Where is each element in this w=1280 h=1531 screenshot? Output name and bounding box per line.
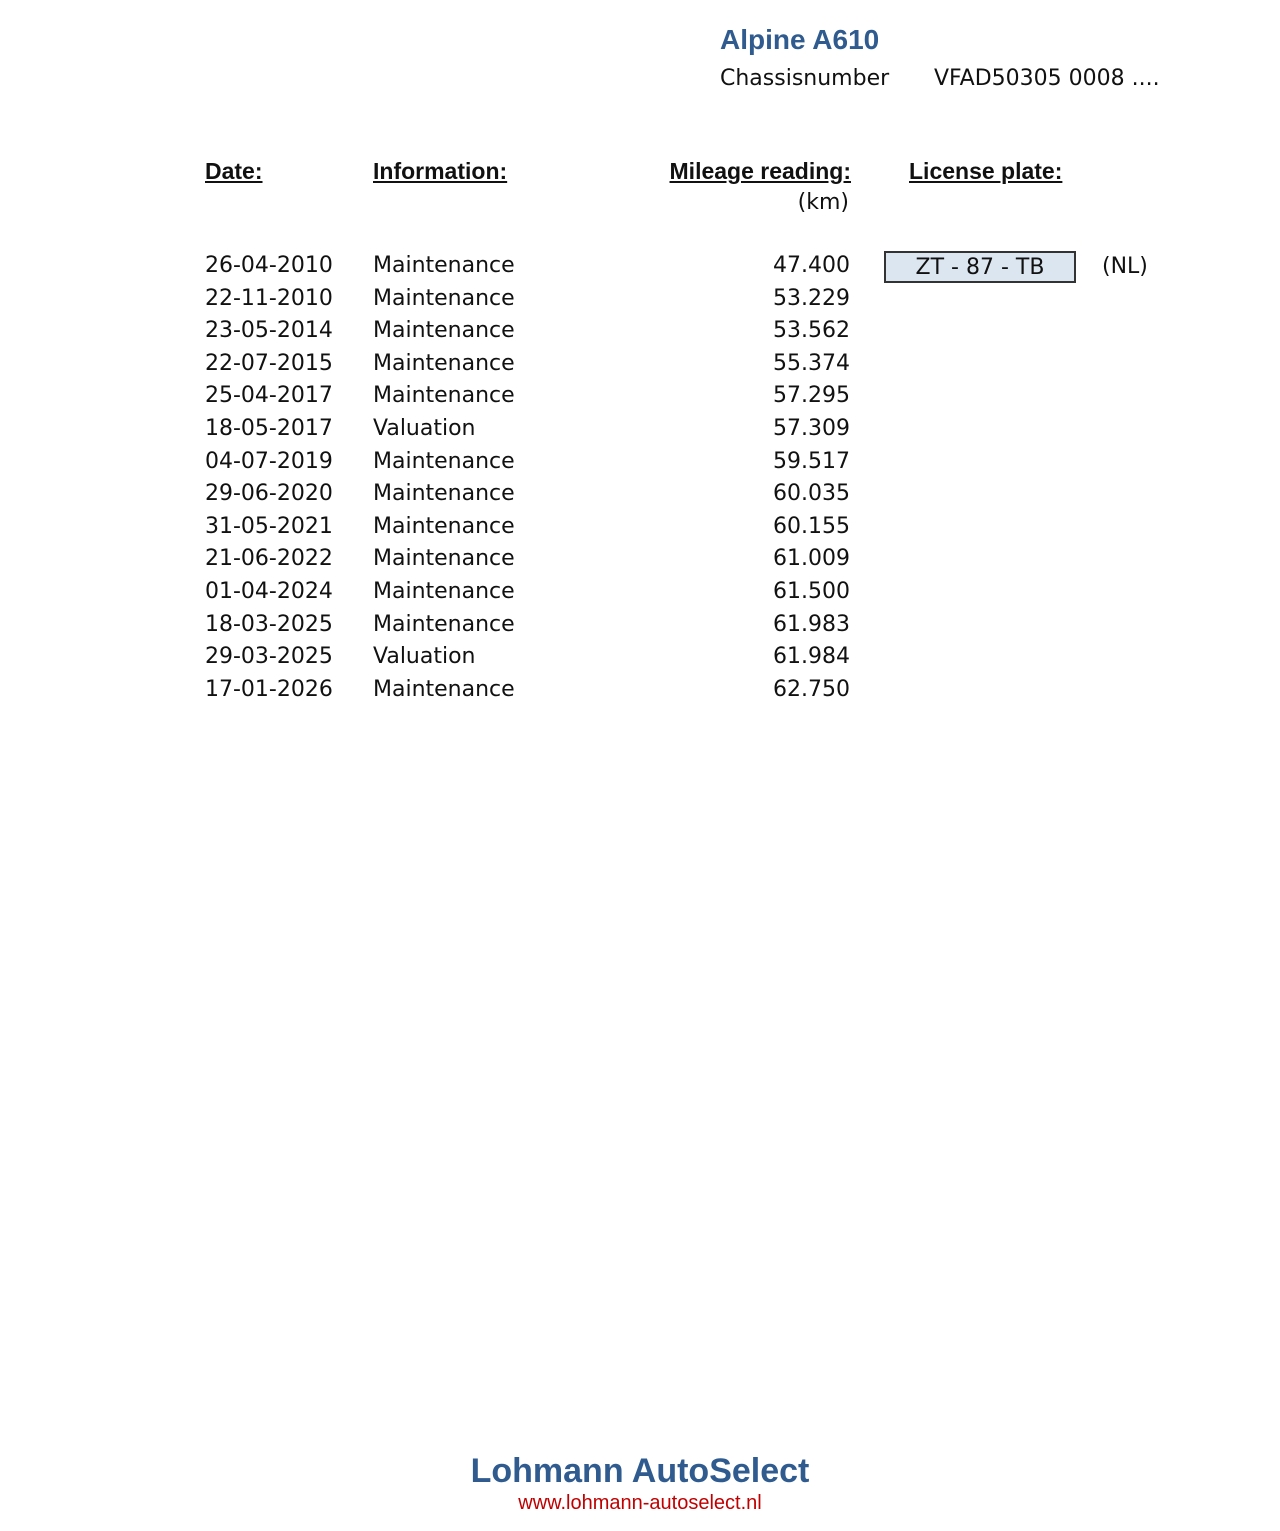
row-mileage: 57.309 <box>773 415 850 441</box>
mileage-unit: (km) <box>797 190 849 215</box>
row-mileage: 62.750 <box>773 676 850 702</box>
row-information: Maintenance <box>373 611 515 637</box>
column-header-mileage: Mileage reading: <box>669 158 851 184</box>
row-information: Maintenance <box>373 285 515 311</box>
chassis-value: VFAD50305 0008 .... <box>934 66 1160 91</box>
table-row <box>0 416 1280 449</box>
row-date: 31-05-2021 <box>205 513 333 539</box>
row-date: 01-04-2024 <box>205 578 333 604</box>
table-row <box>0 253 1280 286</box>
row-mileage: 61.009 <box>773 546 850 572</box>
license-plate-box: ZT - 87 - TB <box>884 251 1076 283</box>
table-row <box>0 644 1280 677</box>
row-information: Maintenance <box>373 318 515 344</box>
row-information: Maintenance <box>373 578 515 604</box>
row-mileage: 60.155 <box>773 513 850 539</box>
row-date: 25-04-2017 <box>205 383 333 409</box>
table-row <box>0 514 1280 547</box>
table-row <box>0 677 1280 710</box>
row-information: Maintenance <box>373 546 515 572</box>
table-row <box>0 449 1280 482</box>
table-row <box>0 481 1280 514</box>
footer-brand: Lohmann AutoSelect <box>470 1452 810 1490</box>
row-information: Maintenance <box>373 383 515 409</box>
row-date: 29-03-2025 <box>205 644 333 670</box>
row-date: 21-06-2022 <box>205 546 333 572</box>
row-information: Maintenance <box>373 676 515 702</box>
row-mileage: 60.035 <box>773 481 850 507</box>
table-row <box>0 546 1280 579</box>
row-date: 18-05-2017 <box>205 415 333 441</box>
table-row <box>0 612 1280 645</box>
vehicle-title: Alpine A610 <box>720 24 880 55</box>
column-header-information: Information: <box>373 158 508 184</box>
row-date: 04-07-2019 <box>205 448 333 474</box>
table-row <box>0 579 1280 612</box>
row-mileage: 57.295 <box>773 383 850 409</box>
row-date: 22-11-2010 <box>205 285 333 311</box>
row-information: Maintenance <box>373 350 515 376</box>
row-information: Maintenance <box>373 513 515 539</box>
row-mileage: 61.984 <box>773 644 850 670</box>
footer-url-link[interactable]: www.lohmann-autoselect.nl <box>518 1492 762 1514</box>
license-plate-country: (NL) <box>1102 254 1148 279</box>
column-header-date: Date: <box>205 158 263 184</box>
row-date: 17-01-2026 <box>205 676 333 702</box>
row-mileage: 61.983 <box>773 611 850 637</box>
row-date: 23-05-2014 <box>205 318 333 344</box>
row-date: 22-07-2015 <box>205 350 333 376</box>
row-mileage: 55.374 <box>773 350 850 376</box>
table-row <box>0 383 1280 416</box>
chassis-label: Chassisnumber <box>720 66 890 91</box>
column-header-license-plate: License plate: <box>909 158 1063 184</box>
row-mileage: 59.517 <box>773 448 850 474</box>
row-date: 18-03-2025 <box>205 611 333 637</box>
row-mileage: 47.400 <box>773 253 850 278</box>
row-mileage: 53.229 <box>773 285 850 311</box>
row-information: Valuation <box>373 644 476 670</box>
row-mileage: 53.562 <box>773 318 850 344</box>
row-date: 26-04-2010 <box>205 253 333 278</box>
table-row <box>0 318 1280 351</box>
row-information: Maintenance <box>373 448 515 474</box>
row-mileage: 61.500 <box>773 578 850 604</box>
row-information: Maintenance <box>373 481 515 507</box>
table-row <box>0 351 1280 384</box>
mileage-table <box>0 253 1280 709</box>
row-information: Maintenance <box>373 253 515 278</box>
table-row <box>0 286 1280 319</box>
row-information: Valuation <box>373 415 476 441</box>
row-date: 29-06-2020 <box>205 481 333 507</box>
